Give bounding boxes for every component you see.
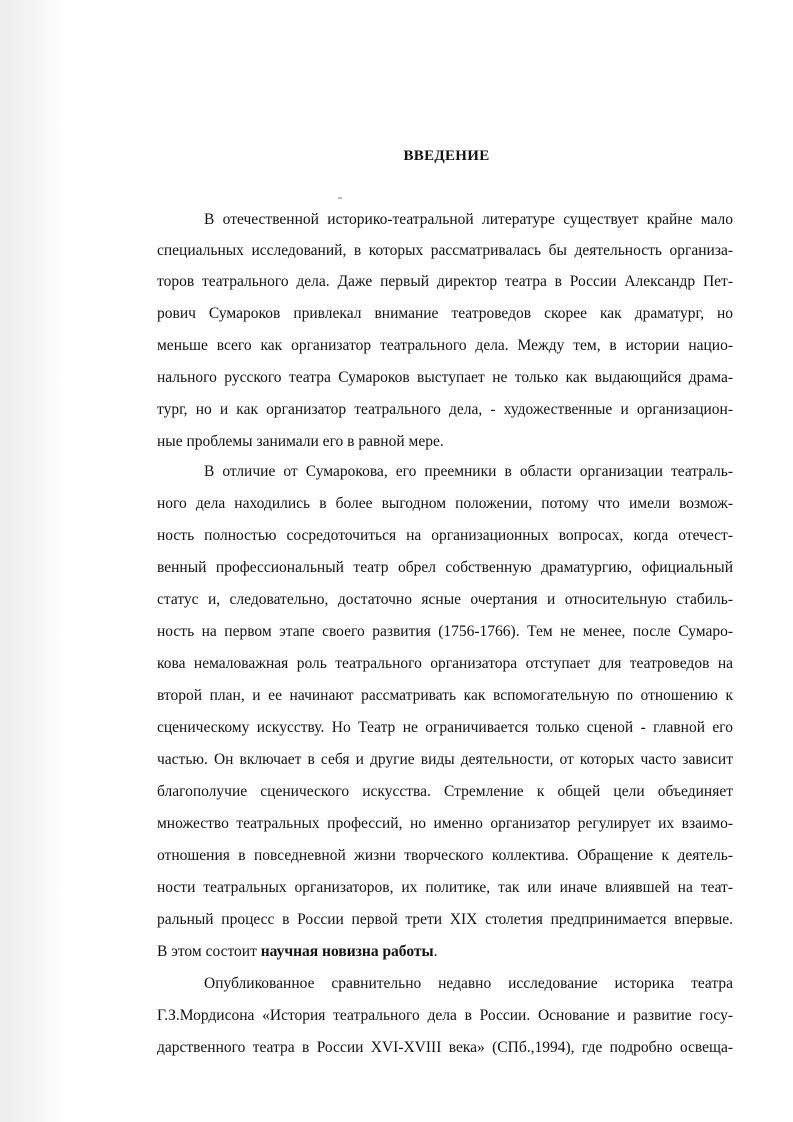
text-line: торов театрального дела. Даже первый директор театра в России Александр Пет- xyxy=(157,273,733,290)
novelty-bold: научная новизна работы xyxy=(260,943,434,960)
text-line: кова немаловажная роль театрального организатора отступает для театроведов на xyxy=(157,655,733,672)
text-line: ральный процесс в России первой трети XIX столетия предпринимается впервые. xyxy=(157,911,733,928)
text-line: нального русского театра Сумароков выступает не только как выдающийся драма- xyxy=(157,369,733,386)
text-line: благополучие сценического искусства. Стремление к общей цели объединяет xyxy=(157,783,733,800)
text-line: дарственного театра в России XVI-XVIII века» (СПб.,1994), где подробно освеща- xyxy=(157,1039,733,1056)
text-line: второй план, и ее начинают рассматривать как вспомогательную по отношению к xyxy=(157,687,733,704)
text-line: частью. Он включает в себя и другие виды деятельности, от которых часто зависит xyxy=(157,751,733,768)
text-line: ного дела находились в более выгодном положении, потому что имели возмож- xyxy=(157,495,733,512)
text-line: ности театральных организаторов, их политике, так или иначе влиявшей на теат- xyxy=(157,879,733,896)
text-line: ные проблемы занимали его в равной мере. xyxy=(157,433,444,450)
novelty-prefix: В этом состоит xyxy=(157,943,261,960)
text-line: венный профессиональный театр обрел собственную драматургию, официальный xyxy=(157,559,733,576)
text-line: тург, но и как организатор театрального дела, - художественные и организацион- xyxy=(157,401,733,418)
text-line: ность на первом этапе своего развития (1756-1766). Тем не менее, после Сумаро- xyxy=(157,623,733,640)
novelty-suffix: . xyxy=(433,943,438,960)
text-line: Опубликованное сравнительно недавно исследование историка театра xyxy=(204,975,733,992)
text-line: статус и, следовательно, достаточно ясные очертания и относительную стабиль- xyxy=(157,591,733,608)
text-line: множество театральных профессий, но именно организатор регулирует их взаимо- xyxy=(157,815,733,832)
text-line: В отличие от Сумарокова, его преемники в области организации театраль- xyxy=(204,463,733,480)
text-line: меньше всего как организатор театрального дела. Между тем, в истории нацио- xyxy=(157,337,733,354)
text-line: сценическому искусству. Но Театр не ограничивается только сценой - главной его xyxy=(157,719,733,736)
text-line: специальных исследований, в которых рассматривалась бы деятельность организа- xyxy=(157,242,733,259)
text-line: рович Сумароков привлекал внимание театроведов скорее как драматург, но xyxy=(157,305,733,322)
text-line: отношения в повседневной жизни творческого коллектива. Обращение к деятель- xyxy=(157,847,733,864)
document-title: ВВЕДЕНИЕ xyxy=(403,148,490,164)
scan-speck xyxy=(338,197,342,199)
text-line: ность полностью сосредоточиться на организационных вопросах, когда отечест- xyxy=(157,527,733,544)
novelty-line xyxy=(157,942,733,962)
text-line: Г.З.Мордисона «История театрального дела в России. Основание и развитие госу- xyxy=(157,1007,733,1024)
text-line: В отечественной историко-театральной литературе существует крайне мало xyxy=(204,211,733,228)
